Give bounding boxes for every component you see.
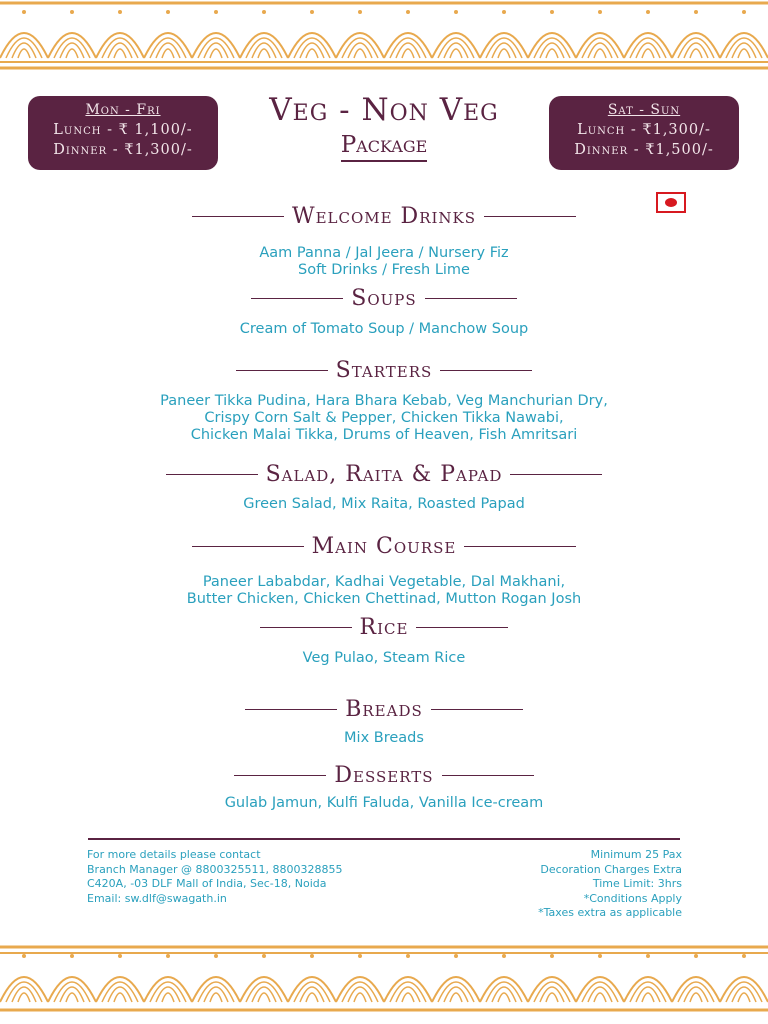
- section-heading-soups: [0, 286, 768, 311]
- heading-rule-right: [431, 709, 523, 711]
- heading-label: Salad, Raita & Papad: [265, 462, 503, 487]
- heading-label: Rice: [359, 615, 409, 640]
- section-heading-salad: [0, 462, 768, 487]
- item-line: Soft Drinks / Fresh Lime: [298, 262, 470, 278]
- bottom-border-pattern: [0, 944, 768, 1016]
- top-border-pattern: [0, 0, 768, 72]
- contact-email: Email: sw.dlf@swagath.in: [87, 891, 227, 905]
- item-line: Green Salad, Mix Raita, Roasted Papad: [243, 496, 525, 512]
- heading-label: Welcome Drinks: [291, 204, 477, 229]
- section-heading-starters: [0, 358, 768, 383]
- heading-rule-left: [234, 775, 326, 777]
- contact-address: C420A, -03 DLF Mall of India, Sec-18, Noida: [87, 877, 327, 890]
- contact-intro: For more details please contact: [87, 848, 261, 861]
- term-line: Decoration Charges Extra: [540, 862, 682, 876]
- heading-rule-left: [245, 709, 337, 711]
- footer-divider: [88, 838, 680, 840]
- item-line: Gulab Jamun, Kulfi Faluda, Vanilla Ice-cream: [224, 795, 544, 811]
- heading-rule-left: [260, 627, 352, 629]
- weekday-dinner-price: Dinner - ₹1,300/-: [53, 142, 193, 158]
- breads-items: [0, 730, 768, 747]
- page-title: Veg - Non Veg: [269, 92, 499, 128]
- term-line: *Taxes extra as applicable: [538, 906, 682, 919]
- contact-details: [87, 848, 342, 906]
- heading-label: Desserts: [334, 763, 434, 788]
- section-heading-welcome-drinks: [0, 204, 768, 229]
- item-line: Paneer Tikka Pudina, Hara Bhara Kebab, Veg Manchurian Dry,: [160, 393, 608, 409]
- heading-rule-right: [510, 474, 602, 476]
- section-heading-desserts: [0, 763, 768, 788]
- desserts-items: [0, 795, 768, 812]
- item-line: Crispy Corn Salt & Pepper, Chicken Tikka Nawabi,: [204, 410, 564, 426]
- weekday-lunch-price: Lunch - ₹ 1,100/-: [53, 122, 193, 138]
- salad-items: [0, 496, 768, 513]
- term-line: *Conditions Apply: [583, 891, 682, 905]
- item-line: Paneer Lababdar, Kadhai Vegetable, Dal Makhani,: [202, 574, 566, 590]
- heading-rule-right: [464, 546, 576, 548]
- terms-notes: [538, 848, 682, 921]
- heading-label: Soups: [351, 286, 417, 311]
- section-heading-rice: [0, 615, 768, 640]
- heading-label: Main Course: [311, 534, 457, 559]
- heading-rule-left: [251, 298, 343, 300]
- item-line: Butter Chicken, Chicken Chettinad, Mutton Rogan Josh: [186, 591, 582, 607]
- heading-label: Breads: [345, 697, 423, 722]
- weekend-days: Sat - Sun: [607, 102, 681, 118]
- item-line: Cream of Tomato Soup / Manchow Soup: [239, 321, 529, 337]
- soups-items: [0, 321, 768, 338]
- heading-rule-left: [192, 216, 284, 218]
- heading-rule-left: [166, 474, 258, 476]
- heading-rule-right: [484, 216, 576, 218]
- term-line: Minimum 25 Pax: [590, 848, 682, 861]
- heading-rule-left: [236, 370, 328, 372]
- item-line: Mix Breads: [344, 730, 424, 746]
- weekday-days: Mon - Fri: [85, 102, 161, 118]
- section-heading-breads: [0, 697, 768, 722]
- heading-rule-right: [442, 775, 534, 777]
- item-line: Veg Pulao, Steam Rice: [302, 650, 466, 666]
- item-line: Chicken Malai Tikka, Drums of Heaven, Fish Amritsari: [190, 427, 578, 443]
- rice-items: [0, 650, 768, 667]
- subtitle-text: Package: [341, 132, 428, 162]
- heading-label: Starters: [335, 358, 433, 383]
- item-line: Aam Panna / Jal Jeera / Nursery Fiz: [259, 245, 509, 261]
- heading-rule-left: [192, 546, 304, 548]
- page-subtitle: [0, 132, 768, 158]
- contact-phone: Branch Manager @ 8800325511, 8800328855: [87, 862, 343, 876]
- weekend-dinner-price: Dinner - ₹1,500/-: [574, 142, 714, 158]
- main-course-items: [0, 574, 768, 608]
- heading-rule-right: [440, 370, 532, 372]
- heading-rule-right: [425, 298, 517, 300]
- weekend-lunch-price: Lunch - ₹1,300/-: [577, 122, 711, 138]
- term-line: Time Limit: 3hrs: [592, 877, 682, 890]
- heading-rule-right: [416, 627, 508, 629]
- starters-items: [0, 393, 768, 444]
- welcome-drinks-items: [0, 245, 768, 279]
- section-heading-main-course: [0, 534, 768, 559]
